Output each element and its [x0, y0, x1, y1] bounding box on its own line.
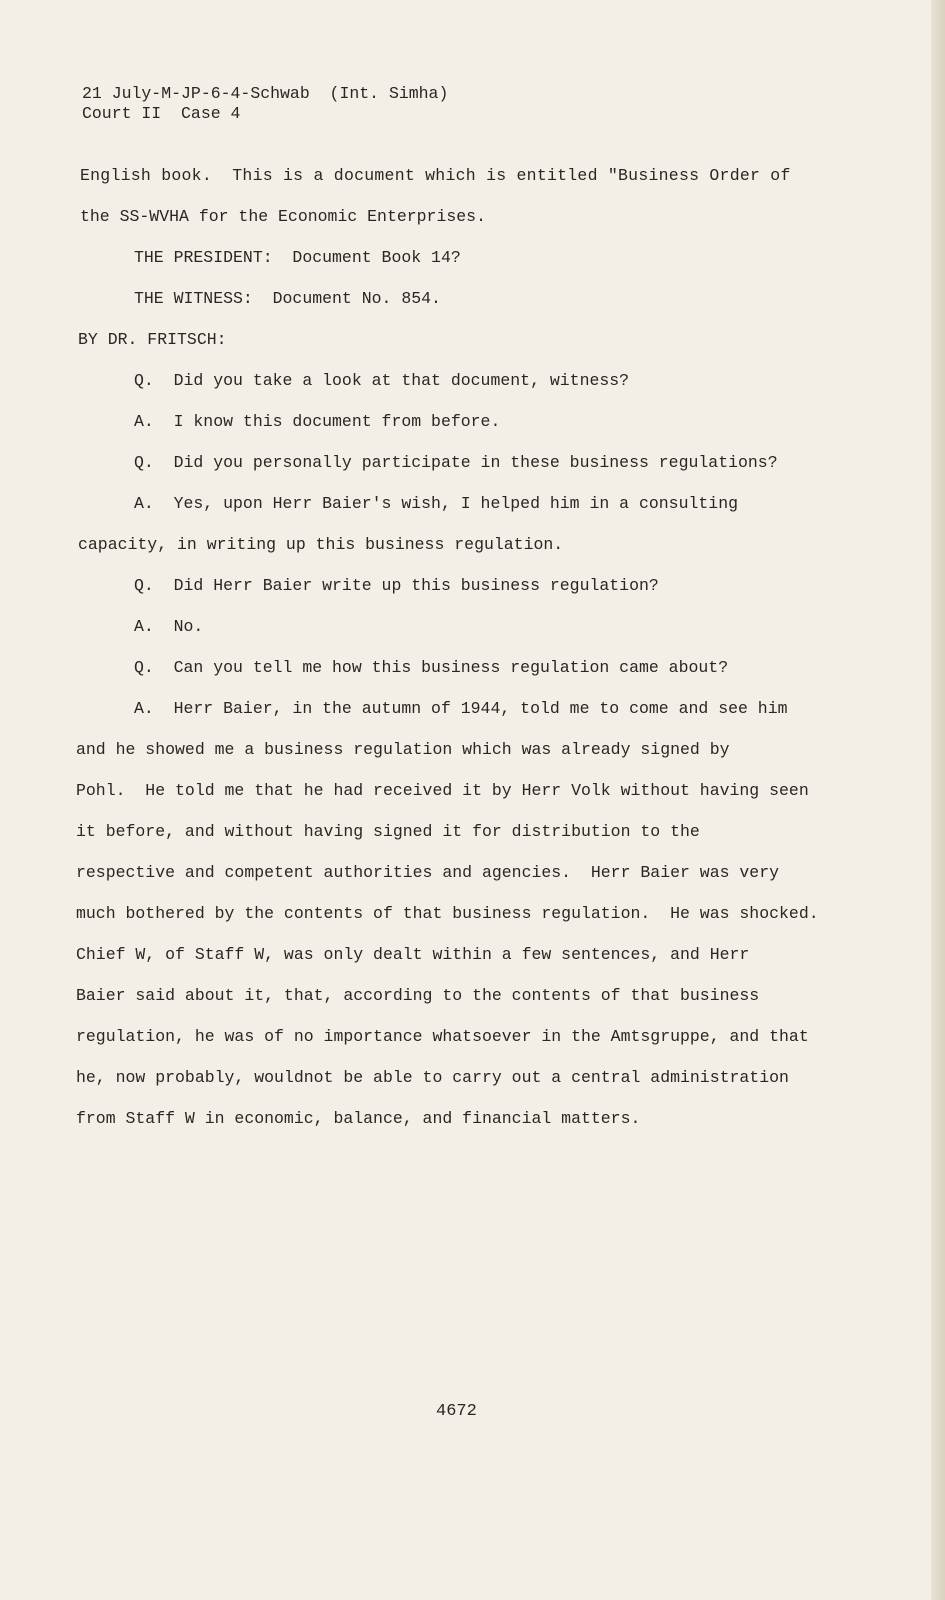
- body-line: Q. Can you tell me how this business regulation came about?: [134, 658, 729, 677]
- body-line: A. Herr Baier, in the autumn of 1944, told me to come and see him: [134, 699, 788, 718]
- body-line: Q. Did you personally participate in these business regulations?: [134, 453, 778, 472]
- header-court-info: Court II Case 4: [82, 104, 241, 123]
- body-line: and he showed me a business regulation which was already signed by: [76, 740, 730, 759]
- body-line: THE WITNESS: Document No. 854.: [134, 289, 441, 308]
- body-line: Pohl. He told me that he had received it by Herr Volk without having seen: [76, 781, 809, 800]
- body-line: BY DR. FRITSCH:: [78, 330, 227, 349]
- body-line: English book. This is a document which is entitled "Business Order of: [80, 166, 791, 185]
- page-number: 4672: [436, 1402, 477, 1421]
- body-line: much bothered by the contents of that business regulation. He was shocked.: [76, 904, 819, 923]
- body-line: capacity, in writing up this business regulation.: [78, 535, 564, 554]
- body-line: Q. Did you take a look at that document, witness?: [134, 371, 630, 390]
- body-line: regulation, he was of no importance whatsoever in the Amtsgruppe, and that: [76, 1027, 809, 1046]
- document-header: [82, 84, 448, 124]
- body-line: A. I know this document from before.: [134, 412, 501, 431]
- body-line: from Staff W in economic, balance, and financial matters.: [76, 1109, 641, 1128]
- body-line: the SS-WVHA for the Economic Enterprises.: [80, 207, 486, 226]
- body-line: Q. Did Herr Baier write up this business regulation?: [134, 576, 659, 595]
- body-line: A. No.: [134, 617, 204, 636]
- body-line: Chief W, of Staff W, was only dealt within a few sentences, and Herr: [76, 945, 750, 964]
- header-case-reference: 21 July-M-JP-6-4-Schwab (Int. Simha): [82, 84, 449, 103]
- body-line: Baier said about it, that, according to the contents of that business: [76, 986, 760, 1005]
- body-line: THE PRESIDENT: Document Book 14?: [134, 248, 461, 267]
- page-edge: [931, 0, 945, 1600]
- body-line: A. Yes, upon Herr Baier's wish, I helped him in a consulting: [134, 494, 738, 513]
- body-line: it before, and without having signed it for distribution to the: [76, 822, 700, 841]
- body-line: respective and competent authorities and agencies. Herr Baier was very: [76, 863, 780, 882]
- body-line: he, now probably, wouldnot be able to carry out a central administration: [76, 1068, 789, 1087]
